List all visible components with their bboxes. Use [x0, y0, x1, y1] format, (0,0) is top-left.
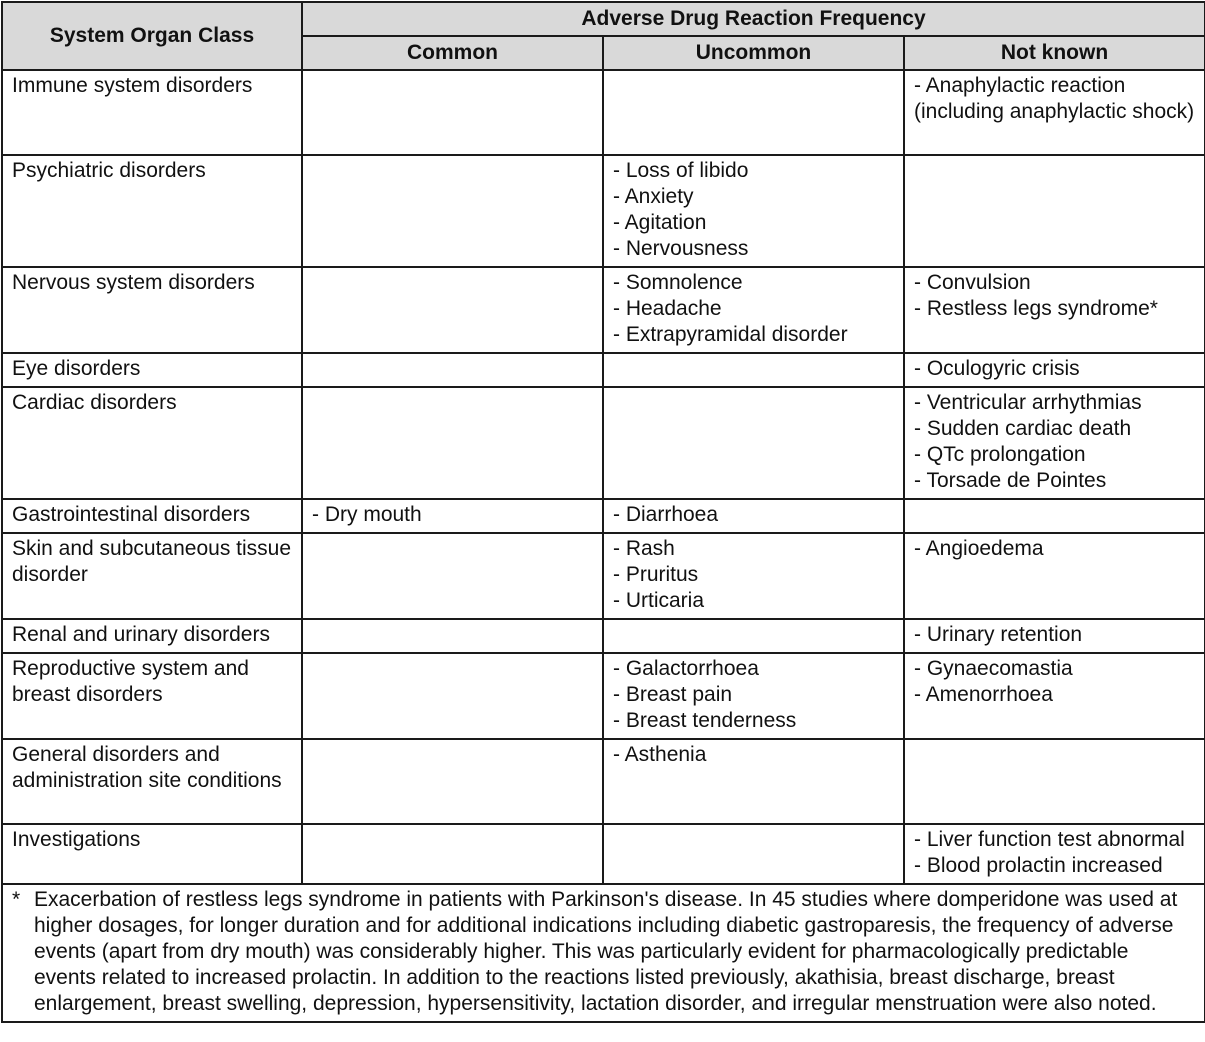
uncommon-cell — [603, 499, 904, 533]
reaction-item: - Pruritus — [613, 563, 699, 586]
reaction-item: - Amenorrhoea — [914, 683, 1053, 706]
soc-cell: Renal and urinary disorders — [2, 619, 302, 653]
reaction-item: - Restless legs syndrome* — [914, 297, 1158, 320]
reaction-item: - Urticaria — [613, 589, 705, 612]
table-row — [2, 653, 1205, 739]
not-known-cell — [904, 533, 1205, 619]
reaction-item: - Sudden cardiac death — [914, 417, 1132, 440]
soc-cell: General disorders and administration site conditions — [2, 739, 302, 824]
reaction-item: - Nervousness — [613, 237, 749, 260]
reaction-item: - Breast pain — [613, 683, 733, 706]
reaction-item: - Extrapyramidal disorder — [613, 323, 848, 346]
table-row — [2, 70, 1205, 155]
common-cell — [302, 155, 603, 267]
not-known-cell — [904, 353, 1205, 387]
table-row — [2, 824, 1205, 884]
not-known-column-header: Not known — [904, 36, 1205, 70]
uncommon-cell — [603, 824, 904, 884]
uncommon-cell — [603, 267, 904, 353]
table-row — [2, 739, 1205, 824]
not-known-cell — [904, 824, 1205, 884]
reaction-item: - Angioedema — [914, 537, 1044, 560]
common-cell — [302, 499, 603, 533]
reaction-item: - Ventricular arrhythmias — [914, 391, 1142, 414]
not-known-cell — [904, 267, 1205, 353]
table-footnote — [2, 884, 1205, 1022]
reaction-item: - Blood prolactin increased — [914, 854, 1163, 877]
table-body — [2, 70, 1205, 884]
reaction-item: - Galactorrhoea — [613, 657, 759, 680]
not-known-cell — [904, 653, 1205, 739]
table-row — [2, 619, 1205, 653]
reaction-item: - Asthenia — [613, 743, 707, 766]
uncommon-cell — [603, 70, 904, 155]
common-cell — [302, 267, 603, 353]
reaction-item: - Liver function test abnormal — [914, 828, 1185, 851]
reaction-item: - Dry mouth — [312, 503, 422, 526]
not-known-cell — [904, 499, 1205, 533]
table-row — [2, 533, 1205, 619]
reaction-item: - Rash — [613, 537, 675, 560]
not-known-cell — [904, 619, 1205, 653]
footnote-text: Exacerbation of restless legs syndrome in patients with Parkinson's disease. In 45 studies where domperidone was used at higher dosages, for longer duration and for additional indications including diabetic gastroparesis, the frequency of adverse events (apart from dry mouth) was considerably higher. This was particularly evident for pharmacologically predictable events related to increased prolactin. In addition to the reactions listed previously, akathisia, breast discharge, breast enlargement, breast swelling, depression, hypersensitivity, lactation disorder, and irregular menstruation were also noted. — [34, 888, 1178, 1015]
soc-cell: Eye disorders — [2, 353, 302, 387]
uncommon-cell — [603, 353, 904, 387]
soc-cell: Investigations — [2, 824, 302, 884]
common-cell — [302, 387, 603, 499]
uncommon-cell — [603, 653, 904, 739]
common-cell — [302, 619, 603, 653]
not-known-cell — [904, 155, 1205, 267]
common-cell — [302, 739, 603, 824]
uncommon-cell — [603, 387, 904, 499]
soc-cell: Immune system disorders — [2, 70, 302, 155]
uncommon-cell — [603, 619, 904, 653]
common-cell — [302, 533, 603, 619]
soc-cell: Skin and subcutaneous tissue disorder — [2, 533, 302, 619]
reaction-item: - Oculogyric crisis — [914, 357, 1080, 380]
uncommon-cell — [603, 155, 904, 267]
common-cell — [302, 353, 603, 387]
reaction-item: - Loss of libido — [613, 159, 749, 182]
not-known-cell — [904, 739, 1205, 824]
reaction-item: - Gynaecomastia — [914, 657, 1073, 680]
reaction-item: - Somnolence — [613, 271, 743, 294]
soc-cell: Reproductive system and breast disorders — [2, 653, 302, 739]
reaction-item: - QTc prolongation — [914, 443, 1086, 466]
soc-cell: Cardiac disorders — [2, 387, 302, 499]
reaction-item: - Anaphylactic reaction (including anaphylactic shock) — [914, 74, 1195, 123]
uncommon-column-header: Uncommon — [603, 36, 904, 70]
adverse-reactions-table — [1, 1, 1205, 1023]
reaction-item: - Convulsion — [914, 271, 1031, 294]
table-row — [2, 387, 1205, 499]
soc-cell: Nervous system disorders — [2, 267, 302, 353]
reaction-item: - Diarrhoea — [613, 503, 719, 526]
not-known-cell — [904, 387, 1205, 499]
table-row — [2, 267, 1205, 353]
soc-cell: Psychiatric disorders — [2, 155, 302, 267]
not-known-cell — [904, 70, 1205, 155]
soc-cell: Gastrointestinal disorders — [2, 499, 302, 533]
reaction-item: - Breast tenderness — [613, 709, 797, 732]
uncommon-cell — [603, 533, 904, 619]
common-cell — [302, 824, 603, 884]
table-row — [2, 155, 1205, 267]
common-cell — [302, 653, 603, 739]
reaction-item: - Urinary retention — [914, 623, 1083, 646]
reaction-item: - Agitation — [613, 211, 707, 234]
common-column-header: Common — [302, 36, 603, 70]
table-row — [2, 499, 1205, 533]
table-row — [2, 353, 1205, 387]
footnote-marker: * — [12, 888, 21, 911]
reaction-item: - Headache — [613, 297, 722, 320]
common-cell — [302, 70, 603, 155]
uncommon-cell — [603, 739, 904, 824]
reaction-item: - Torsade de Pointes — [914, 469, 1107, 492]
reaction-item: - Anxiety — [613, 185, 694, 208]
frequency-group-header: Adverse Drug Reaction Frequency — [302, 2, 1205, 36]
soc-column-header: System Organ Class — [2, 2, 302, 70]
